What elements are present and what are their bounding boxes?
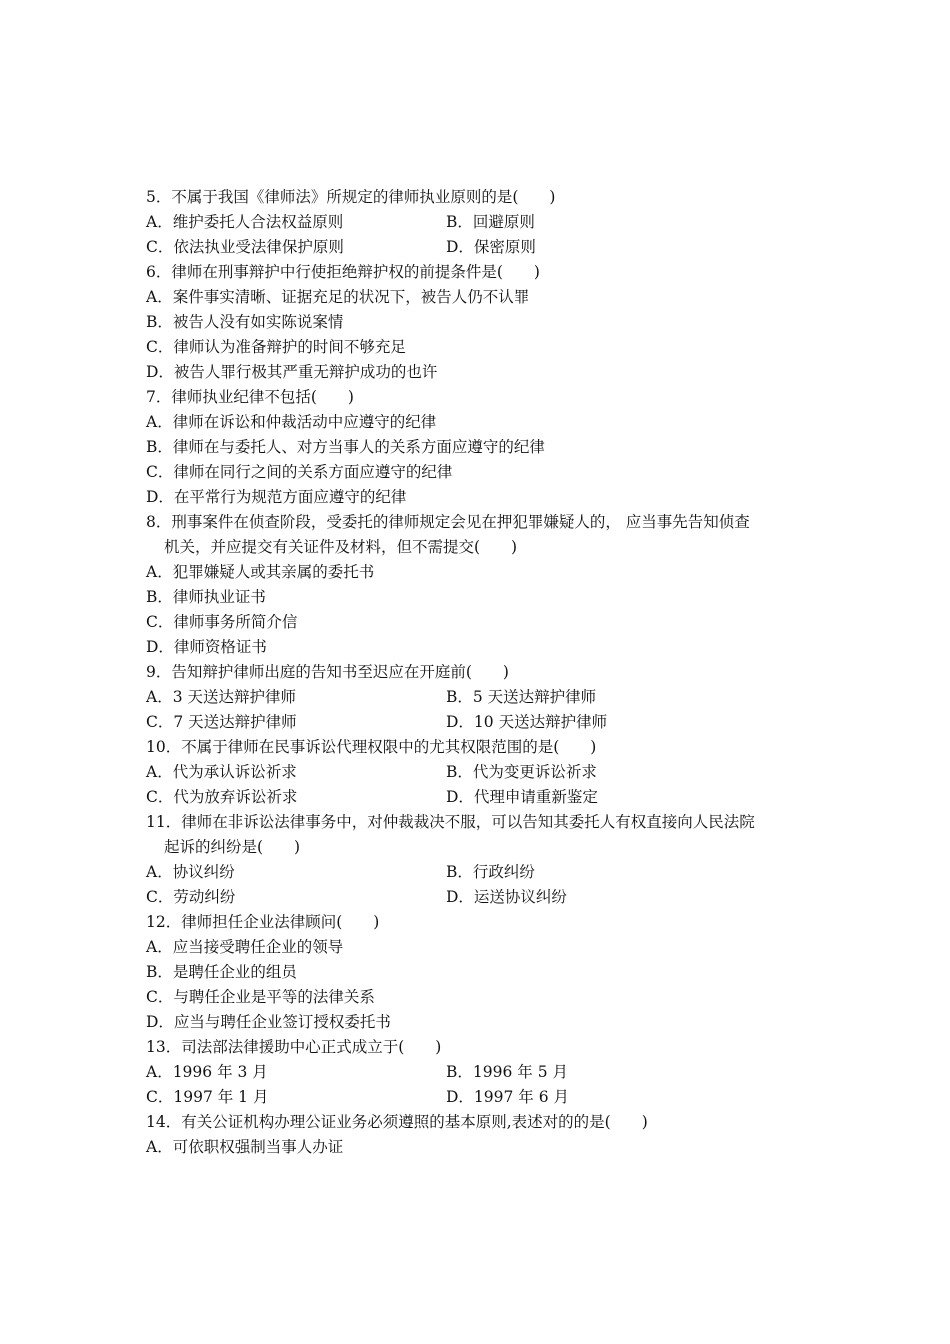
option-text: C．7 天送达辩护律师 [146,713,297,731]
option-row [146,335,826,360]
option-text: B．行政纠纷 [446,863,535,881]
question-block [146,810,826,910]
option-row [146,960,826,985]
option-text: C．1997 年 1 月 [146,1088,269,1106]
option-row [146,710,826,735]
question-stem: 12．律师担任企业法律顾问( ) [146,913,380,931]
option-row [146,760,826,785]
option-text: D．代理申请重新鉴定 [446,788,598,806]
question-block [146,910,826,1035]
option-row [146,885,826,910]
option-text: D．保密原则 [446,238,536,256]
option-text: B．是聘任企业的组员 [146,963,297,981]
option-text: A．律师在诉讼和仲裁活动中应遵守的纪律 [146,413,437,431]
option-text: A．1996 年 3 月 [146,1063,268,1081]
question-stem: 14．有关公证机构办理公证业务必须遵照的基本原则,表述对的的是( ) [146,1113,648,1131]
option-text: A．犯罪嫌疑人或其亲属的委托书 [146,563,375,581]
option-text: D．在平常行为规范方面应遵守的纪律 [146,488,407,506]
option-row [146,210,826,235]
option-row [146,685,826,710]
question-stem-continued: 起诉的纠纷是( ) [164,838,301,856]
option-row [146,460,826,485]
option-text: B．1996 年 5 月 [446,1063,568,1081]
question-stem: 10．不属于律师在民事诉讼代理权限中的尤其权限范围的是( ) [146,738,597,756]
option-text: C．律师认为准备辩护的时间不够充足 [146,338,406,356]
option-text: D．1997 年 6 月 [446,1088,570,1106]
option-row [146,1010,826,1035]
option-text: B．被告人没有如实陈说案情 [146,313,344,331]
option-text: B．律师在与委托人、对方当事人的关系方面应遵守的纪律 [146,438,545,456]
option-row [146,1085,826,1110]
option-row [146,635,826,660]
option-text: A．协议纠纷 [146,863,235,881]
question-block [146,1110,826,1160]
option-text: A．3 天送达辩护律师 [146,688,296,706]
option-text: D．应当与聘任企业签订授权委托书 [146,1013,391,1031]
option-row [146,860,826,885]
option-text: C．代为放弃诉讼祈求 [146,788,298,806]
option-row [146,310,826,335]
option-row [146,985,826,1010]
option-text: C．劳动纠纷 [146,888,236,906]
question-block [146,185,826,260]
question-block [146,735,826,810]
option-row [146,360,826,385]
option-text: A．可依职权强制当事人办证 [146,1138,344,1156]
option-text: B．回避原则 [446,213,535,231]
question-stem: 13．司法部法律援助中心正式成立于( ) [146,1038,442,1056]
option-text: C．律师在同行之间的关系方面应遵守的纪律 [146,463,453,481]
question-stem: 11．律师在非诉讼法律事务中，对仲裁裁决不服，可以告知其委托人有权直接向人民法院 [146,813,755,831]
option-text: A．案件事实清晰、证据充足的状况下，被告人仍不认罪 [146,288,530,306]
exam-page [146,185,826,1160]
question-stem: 8．刑事案件在侦查阶段，受委托的律师规定会见在押犯罪嫌疑人的， 应当事先告知侦查 [146,513,750,531]
question-block [146,510,826,660]
question-block [146,385,826,510]
option-text: D．被告人罪行极其严重无辩护成功的也许 [146,363,438,381]
option-text: B．5 天送达辩护律师 [446,688,597,706]
option-row [146,1135,826,1160]
option-text: C．与聘任企业是平等的法律关系 [146,988,375,1006]
option-row [146,1060,826,1085]
question-block [146,660,826,735]
option-row [146,585,826,610]
option-text: C．依法执业受法律保护原则 [146,238,344,256]
option-row [146,285,826,310]
option-text: A．维护委托人合法权益原则 [146,213,344,231]
option-text: C．律师事务所简介信 [146,613,298,631]
option-row [146,610,826,635]
option-row [146,410,826,435]
option-text: D．律师资格证书 [146,638,267,656]
question-block [146,1035,826,1110]
option-text: B．代为变更诉讼祈求 [446,763,597,781]
question-stem-continued: 机关，并应提交有关证件及材料，但不需提交( ) [164,538,518,556]
option-row [146,560,826,585]
option-text: D．运送协议纠纷 [446,888,567,906]
question-stem: 5．不属于我国《律师法》所规定的律师执业原则的是( ) [146,188,556,206]
option-row [146,235,826,260]
option-text: A．应当接受聘任企业的领导 [146,938,344,956]
question-stem: 6．律师在刑事辩护中行使拒绝辩护权的前提条件是( ) [146,263,540,281]
question-block [146,260,826,385]
option-row [146,435,826,460]
option-row [146,485,826,510]
question-stem: 9．告知辩护律师出庭的告知书至迟应在开庭前( ) [146,663,509,681]
option-row [146,935,826,960]
option-text: D．10 天送达辩护律师 [446,713,608,731]
question-stem: 7．律师执业纪律不包括( ) [146,388,354,406]
option-text: B．律师执业证书 [146,588,266,606]
option-text: A．代为承认诉讼祈求 [146,763,297,781]
option-row [146,785,826,810]
